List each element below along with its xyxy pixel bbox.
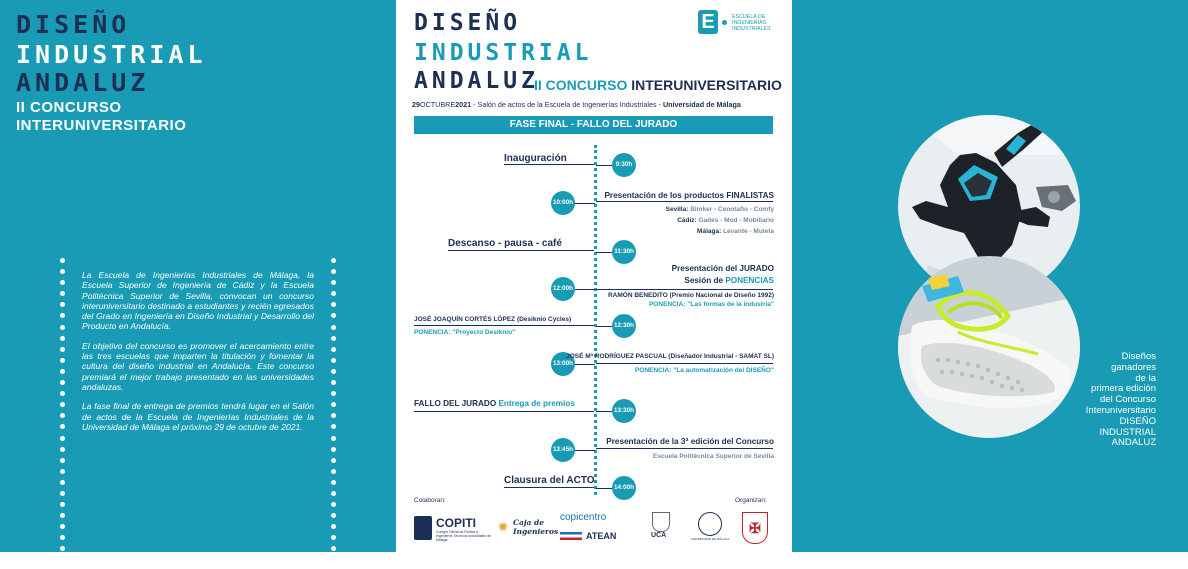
atean-text: ATEAN xyxy=(586,531,617,541)
brand-line1: DISEÑO xyxy=(16,10,131,39)
shoe-image xyxy=(898,256,1080,438)
time-badge-1400: 14:00h xyxy=(612,476,636,500)
cadiz-items: Gades - Mod - Mobiliario xyxy=(698,217,774,224)
time-badge-1000: 10:00h xyxy=(551,191,575,215)
contest-line2: INTERUNIVERSITARIO xyxy=(16,117,187,134)
caption-line-8: INDUSTRIAL xyxy=(1099,426,1156,438)
speaker1-role: (Premio Nacional de Diseño 1992) xyxy=(667,292,774,299)
uca-logo xyxy=(646,510,674,546)
caption-line-3: de la xyxy=(1135,372,1156,384)
caja-line2: Ingenieros xyxy=(513,527,559,536)
event-clausura: Clausura del ACTO xyxy=(504,475,595,486)
copiti-sub: Colegio Oficial de Peritos e Ingenieros Técnicos Industriales de Málaga xyxy=(436,530,491,542)
date-year: 2021 xyxy=(455,100,472,109)
date-month: OCTUBRE xyxy=(420,100,456,109)
connector-badge-1000 xyxy=(575,203,595,204)
caption-line-5: del Concurso xyxy=(1100,394,1156,406)
connector-1230 xyxy=(414,325,594,326)
us-logo xyxy=(736,510,772,546)
tercera-sub: Escuela Politécnica Superior de Sevilla xyxy=(652,453,774,460)
date-day: 29 xyxy=(412,100,420,109)
caption-line-9: ANDALUZ xyxy=(1111,437,1156,449)
connector-1000 xyxy=(596,201,773,202)
speaker3-role: (Diseñador Industrial - SAMAT SL) xyxy=(666,353,774,360)
school-logo-dot xyxy=(722,20,727,25)
phase-banner: FASE FINAL - FALLO DEL JURADO xyxy=(414,116,773,134)
connector-badge-1330 xyxy=(596,411,612,412)
contest-suffix: INTERUNIVERSITARIO xyxy=(631,77,782,93)
school-logo-letter: E xyxy=(698,10,718,34)
connector-badge-1300 xyxy=(575,364,595,365)
connector-0930 xyxy=(504,164,594,165)
connector-badge-1230 xyxy=(596,326,612,327)
caption-line-2: ganadores xyxy=(1111,361,1156,373)
uca-text: UCA xyxy=(651,532,667,539)
caption-line-6: Interuniversitario xyxy=(1085,404,1156,416)
copiti-mark xyxy=(414,516,432,540)
sponsor-logos xyxy=(414,510,773,546)
contest-line1: II CONCURSO xyxy=(16,99,122,116)
event-finalistas: Presentación de los productos FINALISTAS xyxy=(604,191,774,200)
date-venue-line xyxy=(412,100,741,109)
intro-text xyxy=(82,270,314,441)
dotted-border-left xyxy=(60,258,66,569)
connector-badge-1400 xyxy=(596,488,612,489)
time-badge-1300: 13:00h xyxy=(551,352,575,376)
uma-text: UNIVERSIDAD DE MÁLAGA xyxy=(690,537,730,541)
finalistas-sevilla xyxy=(666,206,774,213)
time-badge-1345: 13:45h xyxy=(551,438,575,462)
cadiz-label: Cádiz: xyxy=(677,217,697,224)
sesion-prefix: Sesión de xyxy=(684,276,726,285)
fallo-prefix: FALLO DEL JURADO xyxy=(414,399,497,408)
caption-line-1: Diseños xyxy=(1121,351,1156,362)
sevilla-items: Blinker - Cenotafio - Comfy xyxy=(690,206,774,213)
speaker3-name: JOSÉ Mª RODRÍGUEZ PASCUAL xyxy=(566,353,667,360)
connector-1300 xyxy=(596,363,773,364)
time-badge-1330: 13:30h xyxy=(612,399,636,423)
caja-ingenieros-logo xyxy=(498,510,559,546)
organizan-label: Organizan: xyxy=(735,497,767,504)
copiti-text: COPITI xyxy=(436,516,477,530)
copicentro-atean-logo xyxy=(560,510,628,546)
uca-shield-icon xyxy=(652,512,670,532)
school-logo xyxy=(698,10,773,40)
time-badge-0930: 9:30h xyxy=(612,153,636,177)
atean-flag-icon xyxy=(560,532,582,540)
connector-1200 xyxy=(596,289,773,290)
caption-line-4: primera edición xyxy=(1091,383,1156,395)
caja-line1: Caja de xyxy=(513,518,545,527)
copicentro-text: copicentro xyxy=(560,512,607,523)
speaker2-talk: PONENCIA: "Proyecto Desiknio" xyxy=(414,329,516,336)
date-rest: - Salón de actos de la Escuela de Ingenierías Industriales - xyxy=(471,100,663,109)
left-panel xyxy=(0,0,396,552)
connector-1345 xyxy=(596,448,773,449)
connector-badge-1130 xyxy=(596,252,612,253)
event-jurado: Presentación del JURADO xyxy=(671,264,774,273)
center-brand-line2: INDUSTRIAL xyxy=(414,40,593,66)
connector-1130 xyxy=(448,250,594,251)
contest-title xyxy=(534,77,782,93)
speaker2-role: (Desiknio Cycles) xyxy=(515,316,572,323)
sesion-highlight: PONENCIAS xyxy=(725,276,774,285)
caption-line-7: DISEÑO xyxy=(1119,415,1156,427)
intro-paragraph-3: La fase final de entrega de premios tendrá lugar en el Salón de actos de la Escuela de Ingenierías Industriales de la Universidad de Málaga el próximo 29 de octubre de 2021. xyxy=(82,401,314,432)
winner-shoe-photo xyxy=(898,256,1080,438)
time-badge-1130: 11:30h xyxy=(612,240,636,264)
dotted-border-right xyxy=(331,258,337,569)
brand-line2: INDUSTRIAL xyxy=(16,40,207,69)
date-venue: Universidad de Málaga xyxy=(662,100,741,109)
caja-star-icon: ✺ xyxy=(498,520,509,534)
connector-1400 xyxy=(504,487,594,488)
speaker3-talk: PONENCIA: "La automatización del DISEÑO" xyxy=(634,367,774,374)
brand-line3: ANDALUZ xyxy=(16,68,150,97)
uma-seal-icon xyxy=(698,512,722,536)
finalistas-malaga xyxy=(697,228,774,235)
winners-caption xyxy=(1060,352,1156,449)
time-badge-1230: 12:30h xyxy=(612,314,636,338)
speaker1-talk: PONENCIA: "Las formas de la industria" xyxy=(649,301,774,308)
sevilla-label: Sevilla: xyxy=(665,206,689,213)
connector-badge-0930 xyxy=(596,165,612,166)
connector-badge-1345 xyxy=(575,450,595,451)
event-fallo xyxy=(414,399,575,408)
speaker1-line xyxy=(608,292,774,299)
speaker1-name: RAMÓN BENEDITO xyxy=(607,292,668,299)
malaga-items: Levante - Muleta xyxy=(723,228,774,235)
event-inauguracion: Inauguración xyxy=(504,153,567,164)
fallo-suffix: Entrega de premios xyxy=(496,399,575,408)
intro-paragraph-1: La Escuela de Ingenierías Industriales de Málaga, la Escuela Superior de Ingeniería de Cádiz y la Escuela Politécnica Superior de Sevilla, convocan un concurso interuniversitario destinado a estudiantes y recién egresados del Grado en Ingeniería en Diseño Industrial y Desarrollo del Producto en Andalucía. xyxy=(82,270,314,332)
time-badge-1200: 12:00h xyxy=(551,277,575,301)
contest-prefix: II CONCURSO xyxy=(534,77,628,93)
us-shield-icon: ✠ xyxy=(742,512,768,544)
connector-badge-1200 xyxy=(575,289,595,290)
school-logo-text: ESCUELA DE INGENIERÍAS INDUSTRIALES xyxy=(732,14,771,32)
center-brand-line1: DISEÑO xyxy=(414,10,522,36)
intro-paragraph-2: El objetivo del concurso es promover el acercamiento entre las tres escuelas que imparten la titulación y fomentar la cultura del diseño industrial en Andalucía. Este concurso premiará el mejor trabajo presentado en las universidades andaluzas. xyxy=(82,340,314,392)
speaker2-line xyxy=(414,316,571,323)
colaboran-label: Colaboran: xyxy=(414,497,446,504)
center-panel xyxy=(396,0,792,552)
event-tercera: Presentación de la 3ª edición del Concurso xyxy=(606,437,774,446)
finalistas-cadiz xyxy=(677,217,774,224)
speaker3-line xyxy=(566,353,774,360)
speaker2-name: JOSÉ JOAQUÍN CORTÉS LÓPEZ xyxy=(414,316,516,323)
copiti-logo xyxy=(414,510,492,546)
event-sesion xyxy=(684,276,774,285)
timeline-axis xyxy=(594,145,597,495)
uma-logo xyxy=(690,510,730,546)
center-brand-line3: ANDALUZ xyxy=(414,68,539,94)
caja-text xyxy=(513,518,558,536)
malaga-label: Málaga: xyxy=(697,228,722,235)
connector-1330 xyxy=(414,411,594,412)
event-descanso: Descanso - pausa - café xyxy=(448,238,562,249)
